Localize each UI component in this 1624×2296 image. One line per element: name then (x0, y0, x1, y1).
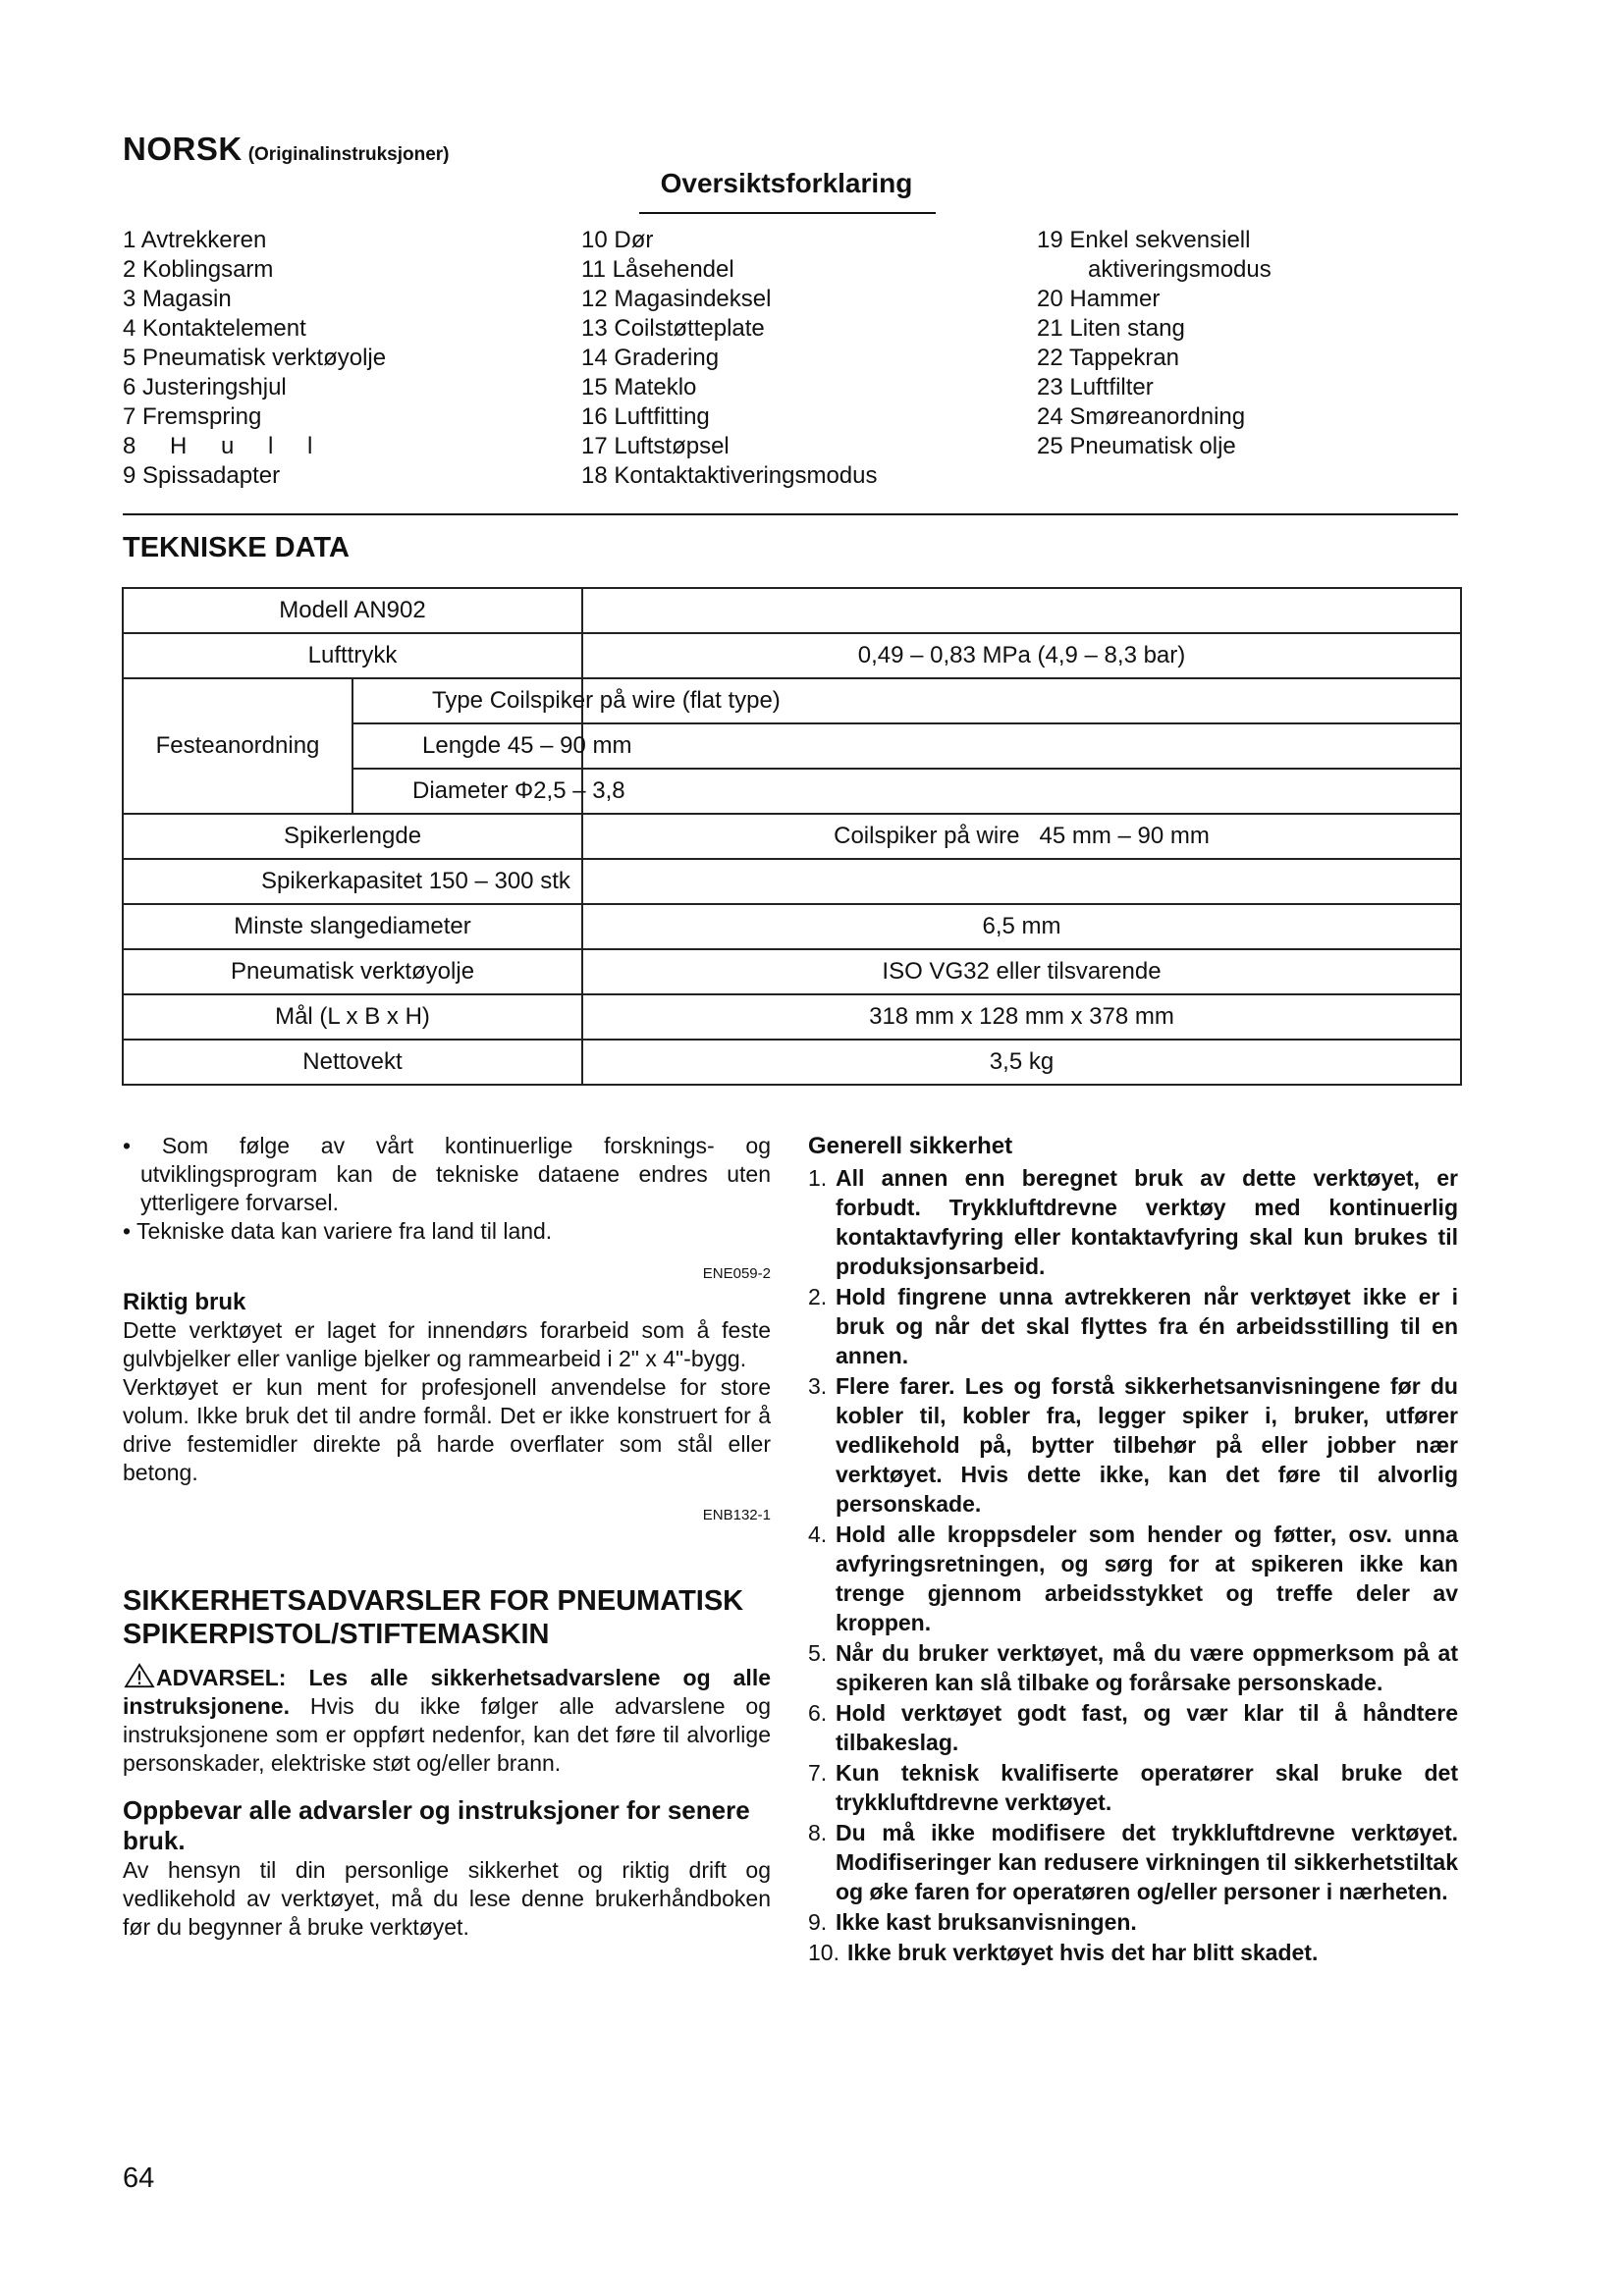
general-safety-heading: Generell sikkerhet (808, 1133, 1013, 1159)
legend-item: 10 Dør (581, 227, 654, 253)
legend-item: 7 Fremspring (123, 403, 262, 430)
legend-item: 11 Låsehendel (581, 256, 734, 283)
legend-item: 25 Pneumatisk olje (1037, 433, 1236, 459)
warning-lead: ADVARSEL: Les alle sikkerhetsadvarslene og alle instruksjonene. (123, 1665, 771, 1719)
spec-cell: Spikerlengde (123, 814, 582, 859)
spec-cell: 318 mm x 128 mm x 378 mm (582, 994, 1461, 1040)
table-row (123, 994, 1461, 1040)
table-row (123, 814, 1461, 859)
spec-cell: Festeanordning (123, 678, 352, 814)
spec-cell: Minste slangediameter (123, 904, 582, 949)
doc-code: ENB132-1 (702, 1507, 771, 1523)
table-row (123, 949, 1461, 994)
spec-cell: 6,5 mm (582, 904, 1461, 949)
language-subtitle: (Originalinstruksjoner) (247, 144, 450, 165)
list-item: 7. Kun teknisk kvalifiserte operatører skal bruke det trykkluftdrevne verktøyet. (808, 1760, 1458, 1815)
overview-title: Oversiktsforklaring (660, 168, 913, 198)
spec-cell: Pneumatisk verktøyolje (123, 949, 582, 994)
section-divider (123, 513, 1458, 515)
list-item: 2. Hold fingrene unna avtrekkeren når verktøyet ikke er i bruk og når det skal flyttes fra én arbeidsstilling til en annen. (808, 1284, 1458, 1368)
list-item: 3. Flere farer. Les og forstå sikkerhetsanvisningene før du kobler til, kobler fra, legger spiker i, bruker, utfører vedlikehold på, bytter tilbehør på eller jobber nær verktøyet. Hvis dette ikke, kan det føre til alvorlig personskade. (808, 1373, 1458, 1517)
overview-underline (639, 212, 936, 214)
legend-item: 15 Mateklo (581, 374, 697, 400)
spec-cell: Diameter Φ2,5 – 3,8 (352, 769, 582, 814)
list-item: 10. Ikke bruk verktøyet hvis det har blitt skadet. (808, 1940, 1319, 1965)
intended-use-heading: Riktig bruk (123, 1289, 246, 1315)
table-row (123, 633, 1461, 678)
list-item: 4. Hold alle kroppsdeler som hender og føtter, osv. unna avfyringsretningen, og sørg for at spikeren ikke kan trenge gjennom arbeidsstykket og treffe deler av kroppen. (808, 1522, 1458, 1635)
spec-cell: ISO VG32 eller tilsvarende (582, 949, 1461, 994)
spec-cell: Coilspiker på wire 45 mm – 90 mm (582, 814, 1461, 859)
table-row (123, 588, 1461, 633)
legend-item: 22 Tappekran (1037, 345, 1180, 371)
spec-cell: Spikerkapasitet 150 – 300 stk (123, 859, 582, 904)
table-row (123, 1040, 1461, 1085)
legend-item: 16 Luftfitting (581, 403, 710, 430)
legend-item: 5 Pneumatisk verktøyolje (123, 345, 387, 371)
table-row (123, 678, 1461, 723)
right-column (808, 1132, 1458, 1968)
legend-item: 17 Luftstøpsel (581, 433, 730, 459)
spec-cell: Mål (L x B x H) (123, 994, 582, 1040)
language-header (123, 131, 450, 168)
list-item: 8. Du må ikke modifisere det trykkluftdrevne verktøyet. Modifiseringer kan redusere virkningen til sikkerhetstiltak og øke faren for operatøren og/eller personer i nærheten. (808, 1820, 1458, 1904)
legend-column-3 (1037, 226, 1272, 461)
spec-note: • Tekniske data kan variere fra land til land. (123, 1218, 553, 1244)
spec-cell: Type Coilspiker på wire (flat type) (352, 678, 582, 723)
spec-cell: 0,49 – 0,83 MPa (4,9 – 8,3 bar) (582, 633, 1461, 678)
keep-instructions-paragraph: Av hensyn til din personlige sikkerhet og riktig drift og vedlikehold av verktøyet, må du lese denne brukerhåndboken før du begynner å bruke verktøyet. (123, 1857, 771, 1940)
legend-column-1 (123, 226, 386, 491)
intended-use-paragraph: Dette verktøyet er laget for innendørs forarbeid som å feste gulvbjelker eller vanlige bjelker og rammearbeid i 2" x 4"-bygg. (123, 1317, 771, 1371)
safety-list (808, 1163, 1458, 1967)
legend-item: 19 Enkel sekvensiell (1037, 227, 1251, 253)
legend-item: 18 Kontaktaktiveringsmodus (581, 462, 878, 489)
legend-item: 8 H u l l (123, 433, 327, 459)
legend-item: 2 Koblingsarm (123, 256, 274, 283)
left-column (123, 1132, 771, 1942)
spec-cell: Nettovekt (123, 1040, 582, 1085)
list-item: 6. Hold verktøyet godt fast, og vær klar til å håndtere tilbakeslag. (808, 1700, 1458, 1755)
spec-cell: Lengde 45 – 90 mm (352, 723, 582, 769)
legend-item: 13 Coilstøtteplate (581, 315, 765, 342)
language-name: NORSK (123, 131, 243, 167)
legend-item: 21 Liten stang (1037, 315, 1185, 342)
spec-cell (582, 859, 1461, 904)
table-row (123, 904, 1461, 949)
spec-cell (582, 769, 1461, 814)
list-item: 1. All annen enn beregnet bruk av dette verktøyet, er forbudt. Trykkluftdrevne verktøy med kontinuerlig kontaktavfyring eller kontaktavfyring skal kun brukes til produksjonsarbeid. (808, 1165, 1458, 1279)
warning-paragraph (123, 1663, 771, 1778)
legend-item: 1 Avtrekkeren (123, 227, 267, 253)
safety-warnings-heading: SIKKERHETSADVARSLER FOR PNEUMATISK SPIKERPISTOL/STIFTEMASKIN (123, 1585, 744, 1650)
page-number: 64 (123, 2163, 155, 2194)
legend-item: 14 Gradering (581, 345, 720, 371)
warning-text: Hvis du ikke følger alle advarslene og instruksjonene som er oppført nedenfor, kan det føre til alvorlige personskader, elektriske støt og/eller brann. (123, 1693, 771, 1776)
keep-instructions-heading: Oppbevar alle advarsler og instruksjoner for senere bruk. (123, 1795, 750, 1855)
spec-cell: Lufttrykk (123, 633, 582, 678)
spec-cell (582, 588, 1461, 633)
legend-item: 6 Justeringshjul (123, 374, 287, 400)
table-row (123, 859, 1461, 904)
tech-data-title: TEKNISKE DATA (123, 532, 350, 563)
spec-note: • Som følge av vårt kontinuerlige forsknings- og utviklingsprogram kan de tekniske dataene endres uten ytterligere forvarsel. (123, 1133, 771, 1215)
legend-item: 4 Kontaktelement (123, 315, 306, 342)
list-item: 9. Ikke kast bruksanvisningen. (808, 1909, 1137, 1935)
warning-triangle-icon (123, 1663, 156, 1688)
doc-code: ENE059-2 (702, 1265, 771, 1282)
spec-table (122, 587, 1462, 1086)
spec-cell (582, 723, 1461, 769)
legend-item: 20 Hammer (1037, 286, 1161, 312)
spec-cell: 3,5 kg (582, 1040, 1461, 1085)
legend-item: 12 Magasindeksel (581, 286, 772, 312)
spec-cell: Modell AN902 (123, 588, 582, 633)
legend-item: 24 Smøreanordning (1037, 403, 1246, 430)
legend-item-continuation: aktiveringsmodus (1088, 256, 1272, 283)
legend-item: 23 Luftfilter (1037, 374, 1154, 400)
legend-item: 3 Magasin (123, 286, 232, 312)
intended-use-paragraph: Verktøyet er kun ment for profesjonell anvendelse for store volum. Ikke bruk det til andre formål. Det er ikke konstruert for å drive festemidler direkte på harde overflater som stål eller betong. (123, 1374, 771, 1485)
list-item: 5. Når du bruker verktøyet, må du være oppmerksom på at spikeren kan slå tilbake og forårsake personskade. (808, 1640, 1458, 1695)
legend-item: 9 Spissadapter (123, 462, 281, 489)
legend-column-2 (581, 226, 878, 491)
